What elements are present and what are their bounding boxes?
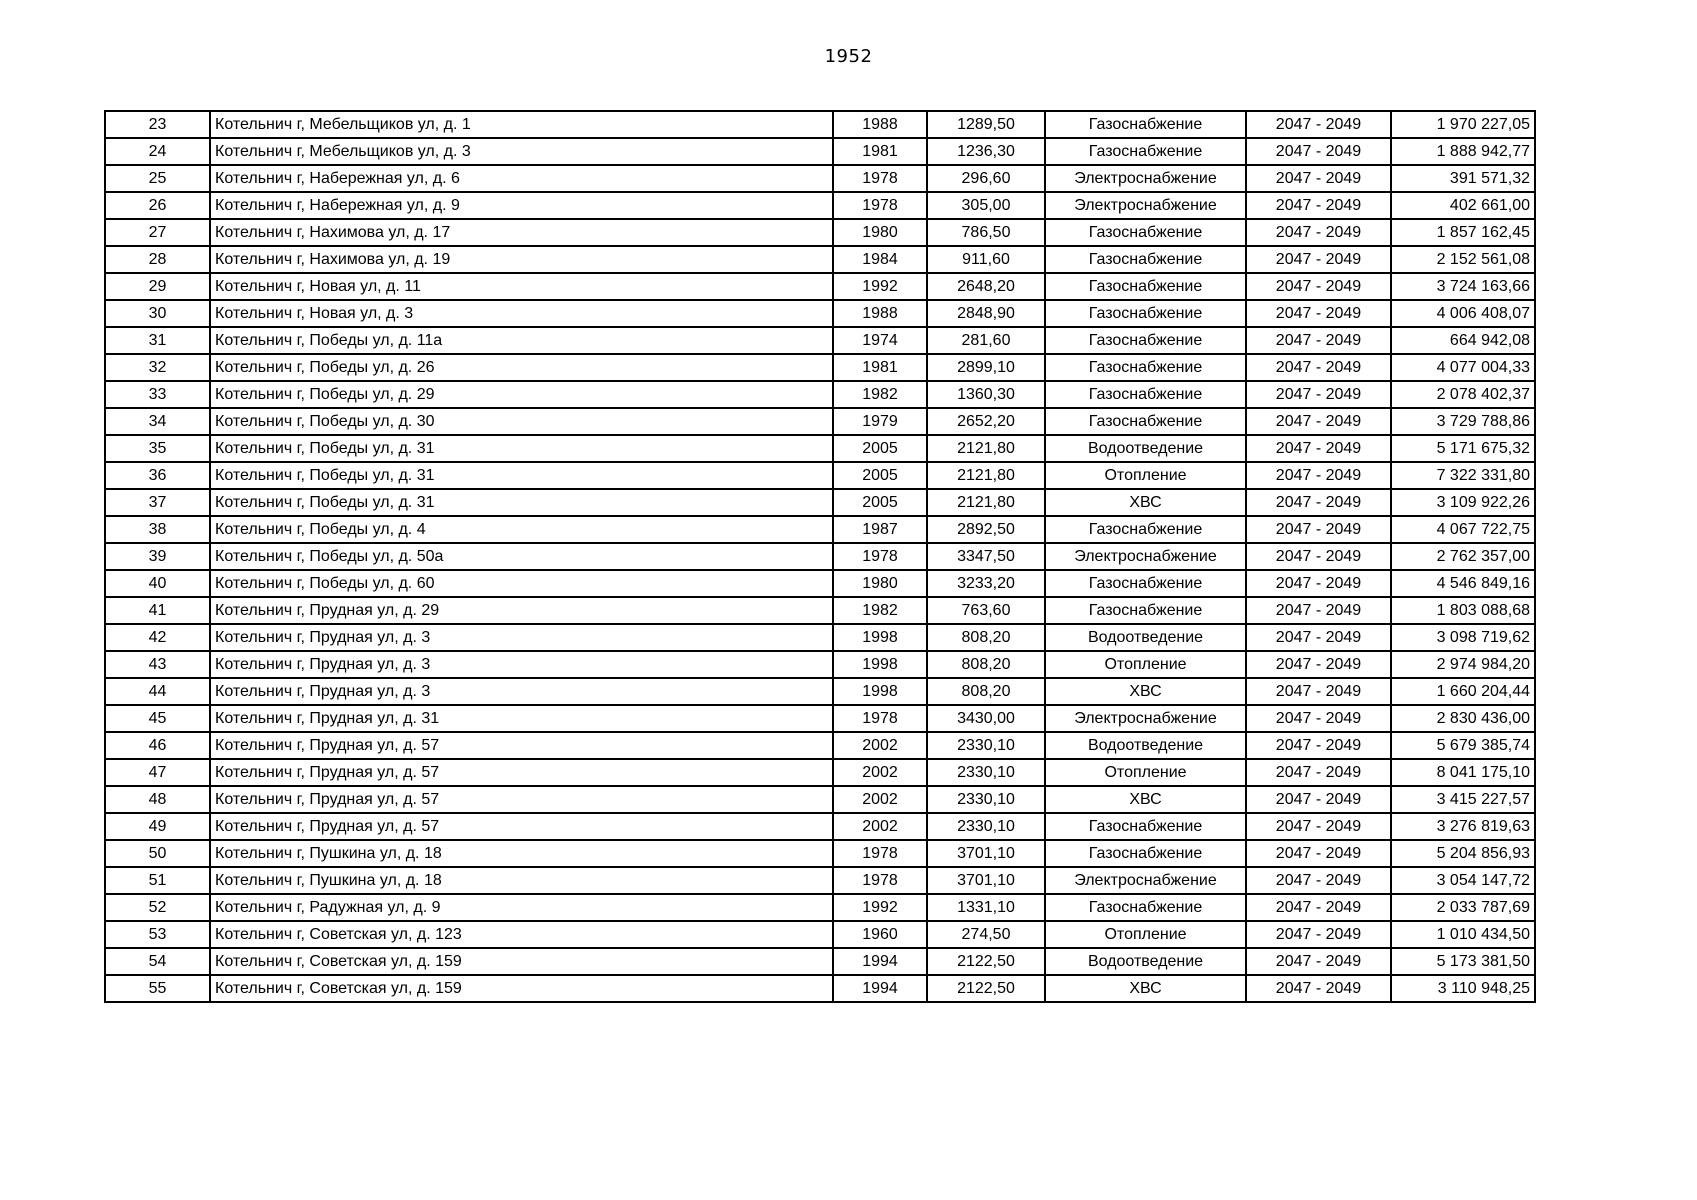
cost-cell: 1 010 434,50	[1391, 921, 1535, 948]
year-cell: 1984	[833, 246, 927, 273]
service-type-cell: Газоснабжение	[1045, 300, 1246, 327]
area-cell: 763,60	[927, 597, 1045, 624]
area-cell: 3430,00	[927, 705, 1045, 732]
service-type-cell: Электроснабжение	[1045, 867, 1246, 894]
address-cell: Котельнич г, Прудная ул, д. 31	[210, 705, 833, 732]
cost-cell: 1 888 942,77	[1391, 138, 1535, 165]
area-cell: 808,20	[927, 651, 1045, 678]
repair-schedule-table	[104, 110, 1536, 1003]
table-row	[105, 246, 1535, 273]
year-cell: 1980	[833, 570, 927, 597]
period-cell: 2047 - 2049	[1246, 516, 1391, 543]
year-cell: 1988	[833, 300, 927, 327]
address-cell: Котельнич г, Победы ул, д. 31	[210, 489, 833, 516]
year-cell: 1978	[833, 840, 927, 867]
area-cell: 2122,50	[927, 975, 1045, 1002]
table-row	[105, 732, 1535, 759]
row-number-cell: 37	[105, 489, 210, 516]
year-cell: 1981	[833, 138, 927, 165]
service-type-cell: Газоснабжение	[1045, 354, 1246, 381]
table-row	[105, 921, 1535, 948]
year-cell: 2002	[833, 813, 927, 840]
address-cell: Котельнич г, Пушкина ул, д. 18	[210, 867, 833, 894]
table-row	[105, 894, 1535, 921]
service-type-cell: Газоснабжение	[1045, 894, 1246, 921]
row-number-cell: 31	[105, 327, 210, 354]
cost-cell: 2 974 984,20	[1391, 651, 1535, 678]
row-number-cell: 42	[105, 624, 210, 651]
cost-cell: 3 729 788,86	[1391, 408, 1535, 435]
cost-cell: 8 041 175,10	[1391, 759, 1535, 786]
cost-cell: 3 054 147,72	[1391, 867, 1535, 894]
table-row	[105, 813, 1535, 840]
period-cell: 2047 - 2049	[1246, 219, 1391, 246]
cost-cell: 664 942,08	[1391, 327, 1535, 354]
row-number-cell: 41	[105, 597, 210, 624]
cost-cell: 2 152 561,08	[1391, 246, 1535, 273]
area-cell: 911,60	[927, 246, 1045, 273]
year-cell: 1979	[833, 408, 927, 435]
period-cell: 2047 - 2049	[1246, 678, 1391, 705]
table-row	[105, 597, 1535, 624]
cost-cell: 5 171 675,32	[1391, 435, 1535, 462]
year-cell: 1978	[833, 867, 927, 894]
period-cell: 2047 - 2049	[1246, 138, 1391, 165]
year-cell: 1994	[833, 948, 927, 975]
cost-cell: 1 857 162,45	[1391, 219, 1535, 246]
period-cell: 2047 - 2049	[1246, 597, 1391, 624]
table-body	[105, 111, 1535, 1002]
row-number-cell: 25	[105, 165, 210, 192]
period-cell: 2047 - 2049	[1246, 165, 1391, 192]
row-number-cell: 34	[105, 408, 210, 435]
row-number-cell: 50	[105, 840, 210, 867]
table-row	[105, 624, 1535, 651]
row-number-cell: 27	[105, 219, 210, 246]
cost-cell: 2 033 787,69	[1391, 894, 1535, 921]
table-row	[105, 840, 1535, 867]
year-cell: 1978	[833, 192, 927, 219]
row-number-cell: 30	[105, 300, 210, 327]
year-cell: 1994	[833, 975, 927, 1002]
period-cell: 2047 - 2049	[1246, 867, 1391, 894]
table-row	[105, 327, 1535, 354]
service-type-cell: Электроснабжение	[1045, 165, 1246, 192]
cost-cell: 3 109 922,26	[1391, 489, 1535, 516]
cost-cell: 3 415 227,57	[1391, 786, 1535, 813]
year-cell: 1982	[833, 597, 927, 624]
year-cell: 1978	[833, 165, 927, 192]
period-cell: 2047 - 2049	[1246, 192, 1391, 219]
address-cell: Котельнич г, Победы ул, д. 11а	[210, 327, 833, 354]
address-cell: Котельнич г, Победы ул, д. 26	[210, 354, 833, 381]
row-number-cell: 33	[105, 381, 210, 408]
period-cell: 2047 - 2049	[1246, 435, 1391, 462]
table-row	[105, 948, 1535, 975]
row-number-cell: 46	[105, 732, 210, 759]
row-number-cell: 55	[105, 975, 210, 1002]
table-row	[105, 165, 1535, 192]
period-cell: 2047 - 2049	[1246, 327, 1391, 354]
table-row	[105, 543, 1535, 570]
row-number-cell: 43	[105, 651, 210, 678]
year-cell: 1978	[833, 543, 927, 570]
table-row	[105, 273, 1535, 300]
address-cell: Котельнич г, Прудная ул, д. 3	[210, 651, 833, 678]
service-type-cell: Электроснабжение	[1045, 543, 1246, 570]
period-cell: 2047 - 2049	[1246, 489, 1391, 516]
year-cell: 2002	[833, 786, 927, 813]
address-cell: Котельнич г, Пушкина ул, д. 18	[210, 840, 833, 867]
row-number-cell: 40	[105, 570, 210, 597]
service-type-cell: Газоснабжение	[1045, 138, 1246, 165]
table-row	[105, 219, 1535, 246]
row-number-cell: 36	[105, 462, 210, 489]
table-row	[105, 516, 1535, 543]
year-cell: 1998	[833, 624, 927, 651]
table-row	[105, 435, 1535, 462]
period-cell: 2047 - 2049	[1246, 408, 1391, 435]
cost-cell: 1 970 227,05	[1391, 111, 1535, 138]
address-cell: Котельнич г, Победы ул, д. 30	[210, 408, 833, 435]
service-type-cell: Газоснабжение	[1045, 111, 1246, 138]
service-type-cell: Водоотведение	[1045, 732, 1246, 759]
cost-cell: 402 661,00	[1391, 192, 1535, 219]
address-cell: Котельнич г, Прудная ул, д. 3	[210, 678, 833, 705]
address-cell: Котельнич г, Прудная ул, д. 57	[210, 759, 833, 786]
service-type-cell: Отопление	[1045, 462, 1246, 489]
cost-cell: 3 724 163,66	[1391, 273, 1535, 300]
area-cell: 2648,20	[927, 273, 1045, 300]
area-cell: 2121,80	[927, 435, 1045, 462]
cost-cell: 5 679 385,74	[1391, 732, 1535, 759]
period-cell: 2047 - 2049	[1246, 381, 1391, 408]
service-type-cell: Отопление	[1045, 651, 1246, 678]
address-cell: Котельнич г, Прудная ул, д. 57	[210, 732, 833, 759]
cost-cell: 1 803 088,68	[1391, 597, 1535, 624]
service-type-cell: Электроснабжение	[1045, 705, 1246, 732]
cost-cell: 5 173 381,50	[1391, 948, 1535, 975]
period-cell: 2047 - 2049	[1246, 462, 1391, 489]
address-cell: Котельнич г, Победы ул, д. 50а	[210, 543, 833, 570]
service-type-cell: Газоснабжение	[1045, 327, 1246, 354]
area-cell: 2121,80	[927, 489, 1045, 516]
service-type-cell: Газоснабжение	[1045, 408, 1246, 435]
table-row	[105, 489, 1535, 516]
area-cell: 808,20	[927, 678, 1045, 705]
address-cell: Котельнич г, Набережная ул, д. 9	[210, 192, 833, 219]
address-cell: Котельнич г, Прудная ул, д. 57	[210, 813, 833, 840]
area-cell: 305,00	[927, 192, 1045, 219]
year-cell: 1978	[833, 705, 927, 732]
row-number-cell: 38	[105, 516, 210, 543]
service-type-cell: Газоснабжение	[1045, 516, 1246, 543]
year-cell: 2002	[833, 759, 927, 786]
year-cell: 2005	[833, 489, 927, 516]
area-cell: 2330,10	[927, 813, 1045, 840]
address-cell: Котельнич г, Новая ул, д. 3	[210, 300, 833, 327]
row-number-cell: 39	[105, 543, 210, 570]
address-cell: Котельнич г, Советская ул, д. 159	[210, 975, 833, 1002]
address-cell: Котельнич г, Новая ул, д. 11	[210, 273, 833, 300]
period-cell: 2047 - 2049	[1246, 246, 1391, 273]
area-cell: 2848,90	[927, 300, 1045, 327]
address-cell: Котельнич г, Победы ул, д. 4	[210, 516, 833, 543]
cost-cell: 4 546 849,16	[1391, 570, 1535, 597]
cost-cell: 2 078 402,37	[1391, 381, 1535, 408]
cost-cell: 3 098 719,62	[1391, 624, 1535, 651]
address-cell: Котельнич г, Мебельщиков ул, д. 1	[210, 111, 833, 138]
row-number-cell: 48	[105, 786, 210, 813]
row-number-cell: 35	[105, 435, 210, 462]
row-number-cell: 47	[105, 759, 210, 786]
area-cell: 2330,10	[927, 759, 1045, 786]
area-cell: 786,50	[927, 219, 1045, 246]
cost-cell: 5 204 856,93	[1391, 840, 1535, 867]
table-row	[105, 300, 1535, 327]
area-cell: 1289,50	[927, 111, 1045, 138]
table-row	[105, 651, 1535, 678]
area-cell: 2899,10	[927, 354, 1045, 381]
row-number-cell: 24	[105, 138, 210, 165]
address-cell: Котельнич г, Победы ул, д. 60	[210, 570, 833, 597]
cost-cell: 3 110 948,25	[1391, 975, 1535, 1002]
address-cell: Котельнич г, Прудная ул, д. 57	[210, 786, 833, 813]
service-type-cell: Газоснабжение	[1045, 219, 1246, 246]
period-cell: 2047 - 2049	[1246, 921, 1391, 948]
address-cell: Котельнич г, Прудная ул, д. 29	[210, 597, 833, 624]
cost-cell: 3 276 819,63	[1391, 813, 1535, 840]
year-cell: 1981	[833, 354, 927, 381]
year-cell: 1960	[833, 921, 927, 948]
year-cell: 1974	[833, 327, 927, 354]
service-type-cell: Электроснабжение	[1045, 192, 1246, 219]
cost-cell: 2 830 436,00	[1391, 705, 1535, 732]
cost-cell: 2 762 357,00	[1391, 543, 1535, 570]
area-cell: 2330,10	[927, 786, 1045, 813]
cost-cell: 391 571,32	[1391, 165, 1535, 192]
area-cell: 281,60	[927, 327, 1045, 354]
year-cell: 1998	[833, 678, 927, 705]
row-number-cell: 52	[105, 894, 210, 921]
area-cell: 1236,30	[927, 138, 1045, 165]
area-cell: 3701,10	[927, 840, 1045, 867]
row-number-cell: 23	[105, 111, 210, 138]
address-cell: Котельнич г, Нахимова ул, д. 19	[210, 246, 833, 273]
address-cell: Котельнич г, Набережная ул, д. 6	[210, 165, 833, 192]
address-cell: Котельнич г, Прудная ул, д. 3	[210, 624, 833, 651]
service-type-cell: Водоотведение	[1045, 435, 1246, 462]
cost-cell: 7 322 331,80	[1391, 462, 1535, 489]
period-cell: 2047 - 2049	[1246, 111, 1391, 138]
area-cell: 274,50	[927, 921, 1045, 948]
year-cell: 1992	[833, 273, 927, 300]
table-row	[105, 138, 1535, 165]
year-cell: 1992	[833, 894, 927, 921]
service-type-cell: ХВС	[1045, 786, 1246, 813]
row-number-cell: 45	[105, 705, 210, 732]
address-cell: Котельнич г, Советская ул, д. 123	[210, 921, 833, 948]
address-cell: Котельнич г, Радужная ул, д. 9	[210, 894, 833, 921]
period-cell: 2047 - 2049	[1246, 948, 1391, 975]
service-type-cell: Отопление	[1045, 759, 1246, 786]
year-cell: 1988	[833, 111, 927, 138]
year-cell: 1982	[833, 381, 927, 408]
service-type-cell: Газоснабжение	[1045, 813, 1246, 840]
table-row	[105, 759, 1535, 786]
table-row	[105, 354, 1535, 381]
area-cell: 296,60	[927, 165, 1045, 192]
table-row	[105, 867, 1535, 894]
service-type-cell: Водоотведение	[1045, 948, 1246, 975]
period-cell: 2047 - 2049	[1246, 840, 1391, 867]
year-cell: 2002	[833, 732, 927, 759]
year-cell: 1980	[833, 219, 927, 246]
period-cell: 2047 - 2049	[1246, 705, 1391, 732]
row-number-cell: 29	[105, 273, 210, 300]
year-cell: 1998	[833, 651, 927, 678]
row-number-cell: 54	[105, 948, 210, 975]
table-row	[105, 570, 1535, 597]
table-row	[105, 192, 1535, 219]
period-cell: 2047 - 2049	[1246, 759, 1391, 786]
row-number-cell: 32	[105, 354, 210, 381]
service-type-cell: Газоснабжение	[1045, 597, 1246, 624]
period-cell: 2047 - 2049	[1246, 624, 1391, 651]
row-number-cell: 51	[105, 867, 210, 894]
service-type-cell: ХВС	[1045, 678, 1246, 705]
row-number-cell: 26	[105, 192, 210, 219]
table-row	[105, 381, 1535, 408]
table-row	[105, 786, 1535, 813]
service-type-cell: Водоотведение	[1045, 624, 1246, 651]
cost-cell: 4 077 004,33	[1391, 354, 1535, 381]
area-cell: 808,20	[927, 624, 1045, 651]
service-type-cell: Газоснабжение	[1045, 246, 1246, 273]
area-cell: 3701,10	[927, 867, 1045, 894]
page-number: 1952	[824, 46, 873, 67]
address-cell: Котельнич г, Нахимова ул, д. 17	[210, 219, 833, 246]
table-row	[105, 678, 1535, 705]
row-number-cell: 44	[105, 678, 210, 705]
year-cell: 2005	[833, 435, 927, 462]
table-row	[105, 111, 1535, 138]
period-cell: 2047 - 2049	[1246, 570, 1391, 597]
table-row	[105, 462, 1535, 489]
row-number-cell: 53	[105, 921, 210, 948]
period-cell: 2047 - 2049	[1246, 651, 1391, 678]
service-type-cell: Газоснабжение	[1045, 381, 1246, 408]
cost-cell: 4 006 408,07	[1391, 300, 1535, 327]
address-cell: Котельнич г, Победы ул, д. 31	[210, 462, 833, 489]
row-number-cell: 28	[105, 246, 210, 273]
service-type-cell: ХВС	[1045, 975, 1246, 1002]
period-cell: 2047 - 2049	[1246, 786, 1391, 813]
table-row	[105, 975, 1535, 1002]
period-cell: 2047 - 2049	[1246, 813, 1391, 840]
area-cell: 3233,20	[927, 570, 1045, 597]
address-cell: Котельнич г, Советская ул, д. 159	[210, 948, 833, 975]
table-row	[105, 408, 1535, 435]
area-cell: 2652,20	[927, 408, 1045, 435]
year-cell: 2005	[833, 462, 927, 489]
area-cell: 2330,10	[927, 732, 1045, 759]
service-type-cell: Газоснабжение	[1045, 840, 1246, 867]
row-number-cell: 49	[105, 813, 210, 840]
area-cell: 1360,30	[927, 381, 1045, 408]
period-cell: 2047 - 2049	[1246, 354, 1391, 381]
service-type-cell: Газоснабжение	[1045, 273, 1246, 300]
year-cell: 1987	[833, 516, 927, 543]
period-cell: 2047 - 2049	[1246, 894, 1391, 921]
address-cell: Котельнич г, Мебельщиков ул, д. 3	[210, 138, 833, 165]
cost-cell: 4 067 722,75	[1391, 516, 1535, 543]
address-cell: Котельнич г, Победы ул, д. 31	[210, 435, 833, 462]
period-cell: 2047 - 2049	[1246, 300, 1391, 327]
period-cell: 2047 - 2049	[1246, 273, 1391, 300]
area-cell: 2122,50	[927, 948, 1045, 975]
table-row	[105, 705, 1535, 732]
area-cell: 1331,10	[927, 894, 1045, 921]
area-cell: 3347,50	[927, 543, 1045, 570]
period-cell: 2047 - 2049	[1246, 975, 1391, 1002]
service-type-cell: Отопление	[1045, 921, 1246, 948]
area-cell: 2892,50	[927, 516, 1045, 543]
period-cell: 2047 - 2049	[1246, 543, 1391, 570]
service-type-cell: ХВС	[1045, 489, 1246, 516]
service-type-cell: Газоснабжение	[1045, 570, 1246, 597]
area-cell: 2121,80	[927, 462, 1045, 489]
cost-cell: 1 660 204,44	[1391, 678, 1535, 705]
period-cell: 2047 - 2049	[1246, 732, 1391, 759]
address-cell: Котельнич г, Победы ул, д. 29	[210, 381, 833, 408]
